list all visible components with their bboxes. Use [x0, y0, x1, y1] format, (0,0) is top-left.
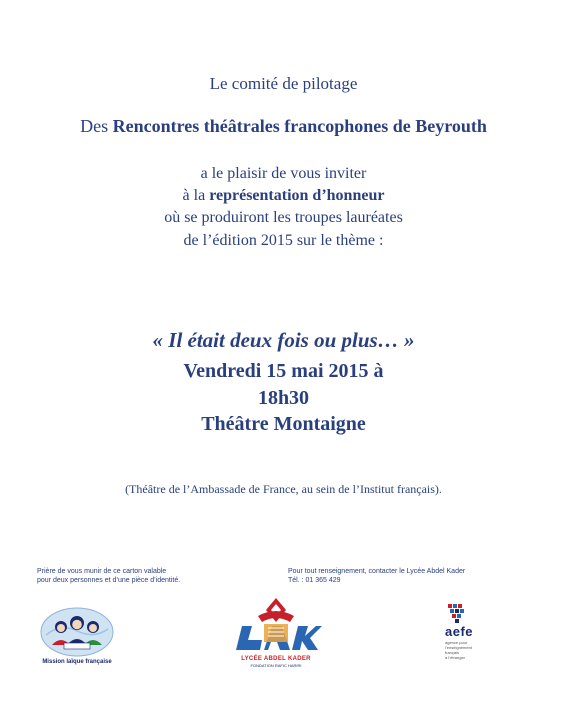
invitation-line-4: de l’édition 2015 sur le thème :	[183, 232, 384, 249]
lak-emblem-icon	[228, 596, 324, 656]
contact-notice-line-1: Pour tout renseignement, contacter le Lycée Abdel Kader	[288, 568, 466, 575]
contact-phone: Tél. : 01 365 429	[288, 577, 341, 584]
lak-name: LYCÉE ABDEL KADER	[241, 656, 311, 662]
aefe-wordmark: aefe	[445, 624, 474, 639]
aefe-tagline-2: l’enseignement	[445, 645, 472, 650]
invitation-prefix: à la	[182, 187, 210, 204]
aefe-tagline	[445, 640, 472, 660]
identity-notice-line-2: pour deux personnes et d’une pièce d’identité.	[37, 577, 181, 584]
aefe-tagline-4: à l’étranger	[445, 655, 466, 660]
invitation-line-1: a le plaisir de vous inviter	[200, 165, 367, 182]
mlf-label: Mission laïque française	[42, 659, 112, 665]
representation-honneur: représentation d’honneur	[209, 187, 385, 204]
aefe-logo	[438, 602, 510, 664]
contact-notice	[288, 567, 465, 585]
aefe-tagline-1: agence pour	[445, 640, 468, 645]
aefe-tagline-3: français	[445, 650, 460, 655]
mlf-emblem-icon	[36, 605, 118, 659]
festival-prefix: Des	[80, 116, 113, 136]
venue-note: (Théâtre de l’Ambassade de France, au sein de l’Institut français).	[125, 482, 442, 496]
invitation-line-3: où se produiront les troupes lauréates	[164, 209, 403, 226]
organizer-line: Le comité de pilotage	[209, 74, 358, 93]
identity-notice	[37, 567, 180, 585]
identity-notice-line-1: Prière de vous munir de ce carton valable	[37, 568, 167, 575]
lak-logo	[228, 596, 324, 674]
festival-name: Rencontres théâtrales francophones de Beyrouth	[112, 116, 487, 136]
event-time: 18h30	[257, 387, 310, 409]
festival-name-line	[0, 116, 567, 137]
mlf-logo	[36, 605, 118, 667]
event-date: Vendredi 15 mai 2015 à	[183, 360, 384, 382]
aefe-squares-icon	[438, 602, 478, 624]
event-venue: Théâtre Montaigne	[201, 413, 366, 435]
lak-foundation: FONDATION RAFIC HARIRI	[250, 663, 302, 668]
invitation-line-2	[0, 187, 567, 205]
event-theme: « Il était deux fois ou plus… »	[152, 328, 415, 352]
